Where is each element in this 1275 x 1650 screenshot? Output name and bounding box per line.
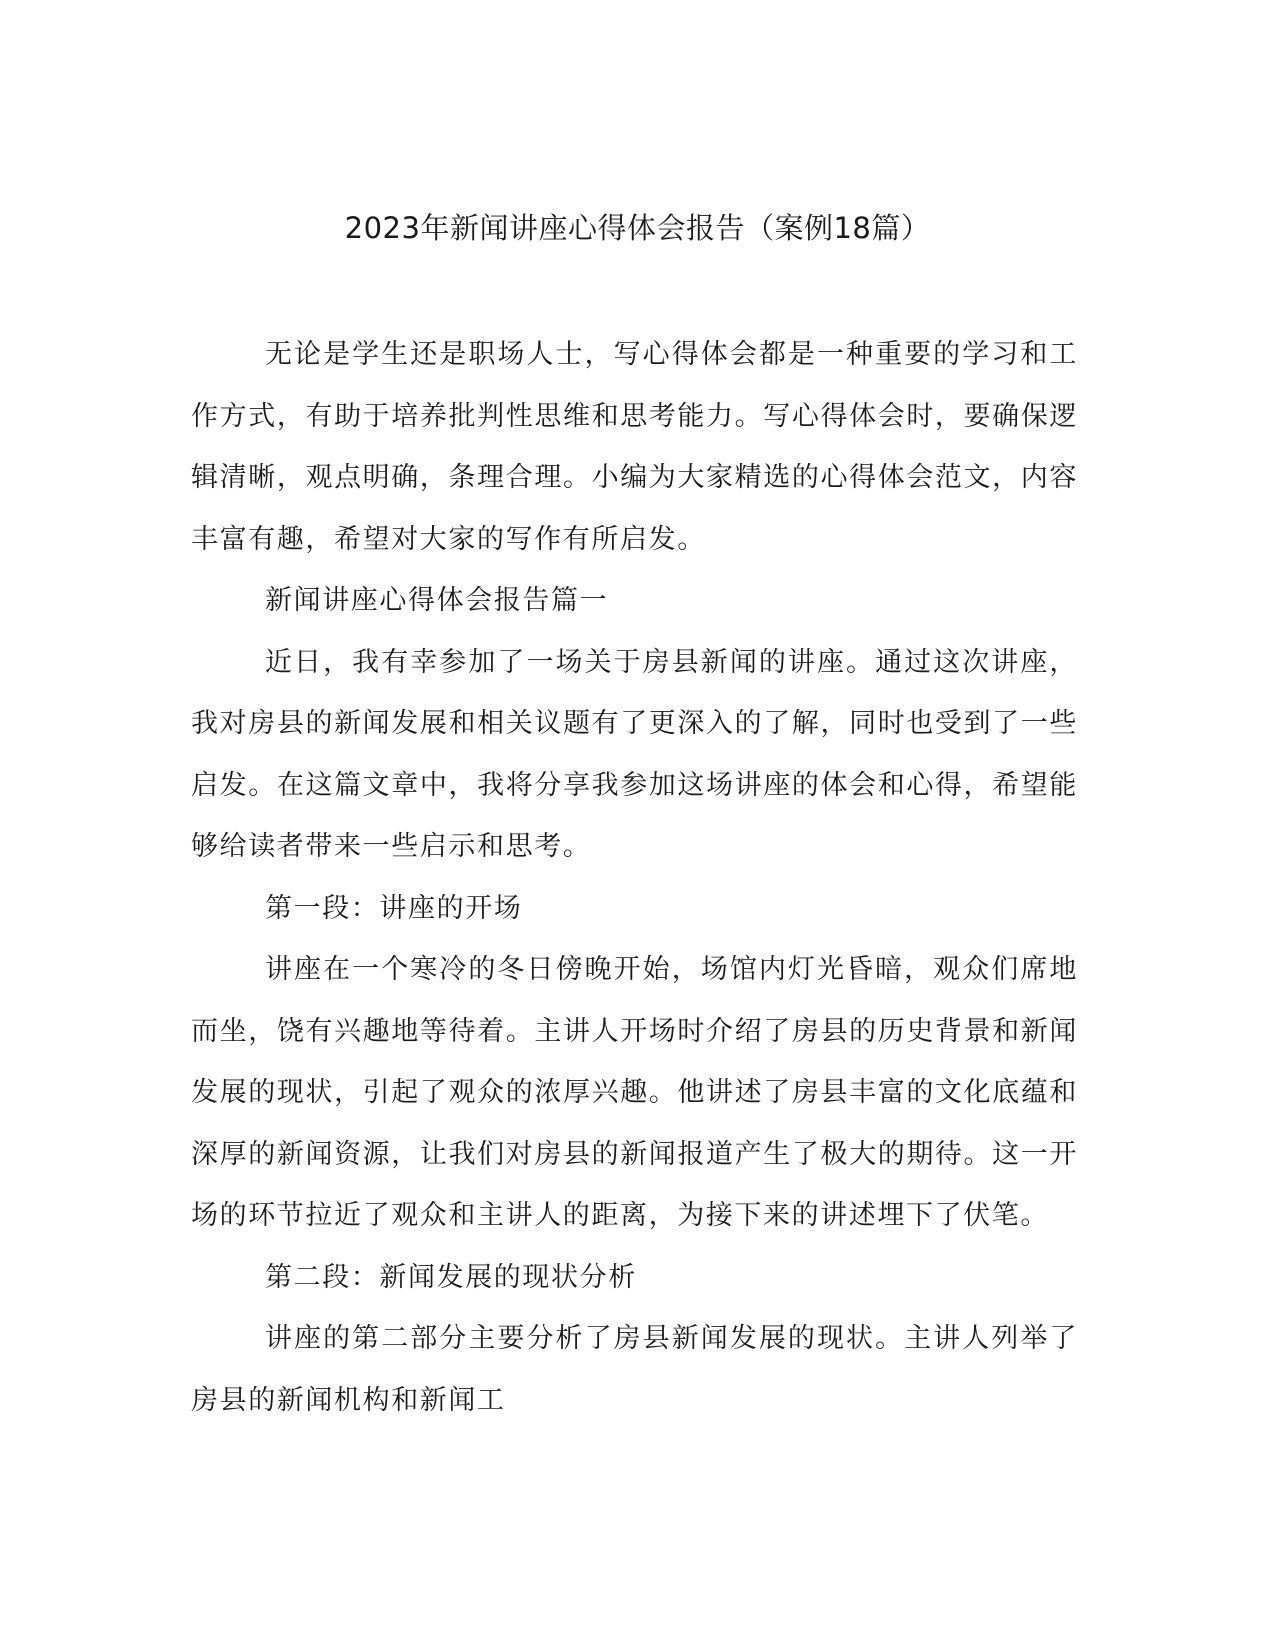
section-heading: 第一段：讲座的开场 (265, 892, 523, 924)
intro-paragraph: 无论是学生还是职场人士，写心得体会都是一种重要的学习和工作方式，有助于培养批判性思维和思考能力。写心得体会时，要确保逻辑清晰，观点明确，条理合理。小编为大家精选的心得体会范文，内容丰富有趣，希望对大家的写作有所启发。 (191, 339, 1078, 555)
section-heading: 新闻讲座心得体会报告篇一 (265, 585, 609, 616)
document-title: 2023年新闻讲座心得体会报告（案例18篇） (344, 211, 931, 245)
body-paragraph: 讲座在一个寒冷的冬日傍晚开始，场馆内灯光昏暗，观众们席地而坐，饶有兴趣地等待着。主讲人开场时介绍了房县的历史背景和新闻发展的现状，引起了观众的浓厚兴趣。他讲述了房县丰富的文化底蕴和深厚的新闻资源，让我们对房县的新闻报道产生了极大的期待。这一开场的环节拉近了观众和主讲人的距离，为接下来的讲述埋下了伏笔。 (191, 954, 1078, 1231)
document-body (191, 324, 1078, 1431)
section-heading: 第二段：新闻发展的现状分析 (265, 1261, 637, 1293)
body-paragraph: 近日，我有幸参加了一场关于房县新闻的讲座。通过这次讲座，我对房县的新闻发展和相关议题有了更深入的了解，同时也受到了一些启发。在这篇文章中，我将分享我参加这场讲座的体会和心得，希望能够给读者带来一些启示和思考。 (191, 646, 1078, 862)
body-paragraph: 讲座的第二部分主要分析了房县新闻发展的现状。主讲人列举了房县的新闻机构和新闻工 (191, 1323, 1078, 1416)
